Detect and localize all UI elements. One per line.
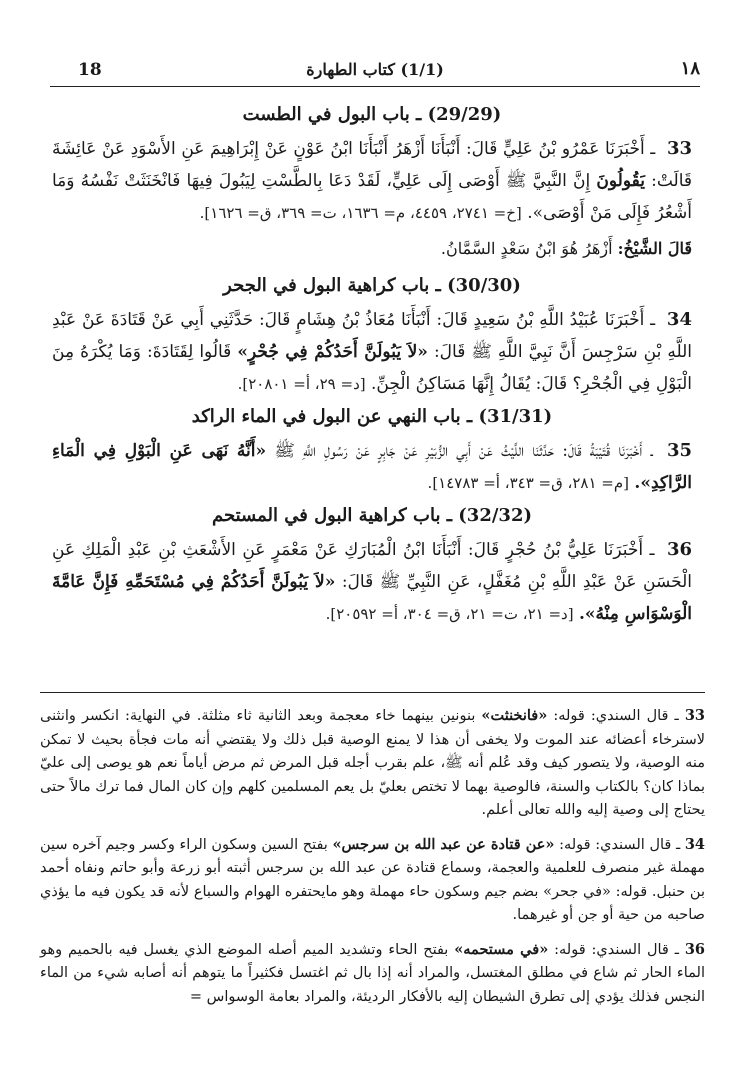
footnote xyxy=(40,704,705,823)
hadith-reference: [خ= ٢٧٤١، ٤٤٥٩، م= ١٦٣٦، ت= ٣٦٩، ق= ١٦٢٦]. xyxy=(199,204,522,222)
hadith-matn: قَالُوا لِقَتَادَةَ: وَمَا يُكْرَهُ مِنَ الْبَوْلِ فِي الْجُحْرِ؟ قَالَ: يُقَالُ إِنَّهَا مَسَاكِنُ الْجِنِّ. xyxy=(52,342,692,394)
chapter-heading xyxy=(52,275,692,296)
chapter-heading xyxy=(52,505,692,526)
main-text xyxy=(52,104,692,636)
hadith-reference: [د= ٢١، ت= ٢١، ق= ٣٠٤، أ= ٢٠٥٩٢]. xyxy=(325,605,574,623)
hadith-reference: [د= ٢٩، أ= ٢٠٨٠١]. xyxy=(237,375,366,393)
footnote-text: بنونين بينهما خاء معجمة وبعد الثانية ثاء مثلثة. في النهاية: انكسر وانثنى لاسترخاء أعضائه عند الموت ولا يخفى أن هذا لا يمنع الوصية قبل ذلك ولا يقتضي أنه مات فجأة بحيث لا تمكن منه الوصية، ولا يتصور كيف وقد عُلم أنه ﷺ، علم بقرب أجله قبل المرض ثم مرض أياماً نعم هو يوصى إلى عليّ بماذا كان؟ بالكتاب والسنة، فالوصية بهما لا تختص بعليّ بل يعم المسلمين كلهم وإن كان المال فما ترك مالاً حتى يحتاج إلى وصية إليه والله تعالى أعلم. xyxy=(40,708,705,818)
hadith-paragraph xyxy=(52,534,692,630)
footnote-quote: «فانخنثت» xyxy=(481,707,548,724)
chapter-heading xyxy=(52,104,692,125)
hadith-number: 33 xyxy=(666,138,692,159)
chapter-title: ـ باب النهي عن البول في الماء الراكد xyxy=(191,406,473,427)
hadith-isnad: ـ أَخْبَرَنَا عُبَيْدُ اللَّهِ بْنُ سَعِيدٍ قَالَ: أَنْبَأَنَا مُعَاذُ بْنُ هِشَامٍ قَالَ: حَدَّثَنِي أَبِي عَنْ قَتَادَةَ عَنْ عَبْدِ اللَّهِ بْنِ سَرْجِسَ أَنَّ نَبِيَّ اللَّهِ ﷺ قَالَ: xyxy=(52,310,693,362)
footnote-text: بفتح الحاء وتشديد الميم أصله الموضع الذي يغسل فيه بالحميم وهو الماء الحار ثم شاع في مطلق المغتسل، والمراد أنه إذا بال ثم اغتسل فكثيراً ما يتوهم أنه أصابه شيء من الماء النجس فذلك يؤدي إلى تطرق الشيطان إليه بالأفكار الرديئة، والمراد بعامة الوسواس = xyxy=(40,941,705,1005)
hadith-isnad: ـ أَخْبَرَنَا عَلِيُّ بْنُ حُجْرٍ قَالَ: أَنْبَأَنَا ابْنُ الْمُبَارَكِ عَنْ مَعْمَرٍ عَنِ الأَشْعَثِ بْنِ عَبْدِ الْمَلِكِ عَنِ الْحَسَنِ عَنْ عَبْدِ اللَّهِ بْنِ مُغَفَّلٍ، عَنِ النَّبِيِّ ﷺ قَالَ: xyxy=(52,540,693,592)
chapter-title: ـ باب كراهية البول في المستحم xyxy=(211,505,452,526)
footnote-lead: ـ قال السندي: قوله: xyxy=(553,708,679,724)
footnote-text: بفتح السين وسكون الراء وكسر وجيم آخره سين مهملة غير منصرف للعلمية والعجمة، وسماع قتادة عن عبد الله بن سرجس أثبته أبو زرعة وأبو حاتم ونفاه أحمد بن حنبل. قوله: «في جحر» بضم جيم وسكون حاء مهملة وهو مايحتفره الهوام والسباع لأنه قد يكون فيه ما يؤذي صاحبه من حية أو جن أو غيرهما. xyxy=(40,836,705,923)
hadith-key-phrase: «لاَ يَبُولَنَّ أَحَدُكُمْ فِي جُحْرٍ» xyxy=(237,342,428,362)
chapter-heading xyxy=(52,406,692,427)
sheikh-note-text: أَزْهَرُ هُوَ ابْنُ سَعْدٍ السَّمَّانُ. xyxy=(440,239,613,258)
sheikh-note-label: قَالَ الشَّيْخُ: xyxy=(617,239,692,258)
chapter-number: (32/32) xyxy=(458,505,532,526)
page-header xyxy=(50,56,700,87)
hadith-matn: إِنَّ النَّبِيَّ ﷺ أَوْصَى إِلَى عَلِيٍّ، لَقَدْ دَعَا بِالطَّسْتِ لِيَبُولَ فِيهَا فَانْخَنَثَتْ نَفْسُهُ وَمَا أَشْعُرُ فَإِلَى مَنْ أَوْصَى». xyxy=(52,171,692,223)
footnotes xyxy=(40,704,705,1019)
footnote-number: 33 xyxy=(684,707,706,724)
hadith-number: 34 xyxy=(666,309,692,330)
page-number-arabic: ١٨ xyxy=(680,58,700,79)
footnote-lead: ـ قال السندي: قوله: xyxy=(554,941,679,958)
hadith-number: 35 xyxy=(666,440,692,461)
footnote-divider xyxy=(40,692,705,693)
sheikh-note xyxy=(52,235,692,263)
hadith-key-phrase: «لاَ يَبُولَنَّ أَحَدُكُمْ فِي مُسْتَحَمِّهِ فَإِنَّ عَامَّةَ الْوَسْوَاسِ مِنْهُ». xyxy=(52,572,692,624)
running-title: (1/1) كتاب الطهارة xyxy=(306,60,444,79)
hadith-key-phrase: يَقُولُونَ xyxy=(596,171,645,191)
hadith-paragraph xyxy=(52,304,692,400)
page-number-latin: 18 xyxy=(78,60,102,80)
hadith-paragraph xyxy=(52,435,692,499)
footnote xyxy=(40,938,705,1010)
footnote-number: 36 xyxy=(684,940,706,958)
hadith-key-phrase: «أَنَّهُ نَهَى عَنِ الْبَوْلِ فِي الْمَاءِ الرَّاكِدِ». xyxy=(52,441,692,493)
chapter-title: ـ باب البول في الطست xyxy=(242,104,422,125)
chapter-title: ـ باب كراهية البول في الجحر xyxy=(223,275,441,296)
chapter-number: (30/30) xyxy=(447,275,521,296)
chapter-number: (31/31) xyxy=(478,406,553,427)
hadith-reference: [م= ٢٨١، ق= ٣٤٣، أ= ١٤٧٨٣]. xyxy=(427,474,630,492)
hadith-isnad: ـ أَخْبَرَنَا قُتَيْبَةُ قَالَ: حَدَّثَنَا اللَّيْثُ عَنْ أَبِي الزُّبَيْرِ عَنْ جَابِرٍ عَنْ رَسُولِ اللَّهِ ﷺ xyxy=(274,441,653,461)
footnote-quote: «في مستحمه» xyxy=(454,940,549,958)
footnote xyxy=(40,833,705,928)
footnote-lead: ـ قال السندي: قوله: xyxy=(559,836,681,853)
footnote-number: 34 xyxy=(684,835,706,853)
hadith-isnad: ـ أَخْبَرَنَا عَمْرُو بْنُ عَلِيٍّ قَالَ: أَنْبَأَنَا أَزْهَرُ أَنْبَأَنَا ابْنُ عَوْنٍ عَنْ إِبْرَاهِيمَ عَنِ الأَسْوَدِ عَنْ عَائِشَةَ قَالَتْ: xyxy=(52,139,692,191)
hadith-number: 36 xyxy=(666,539,693,560)
chapter-number: (29/29) xyxy=(427,104,502,125)
hadith-paragraph xyxy=(52,133,692,229)
footnote-quote: «عن قتادة عن عبد الله بن سرجس» xyxy=(332,835,555,853)
